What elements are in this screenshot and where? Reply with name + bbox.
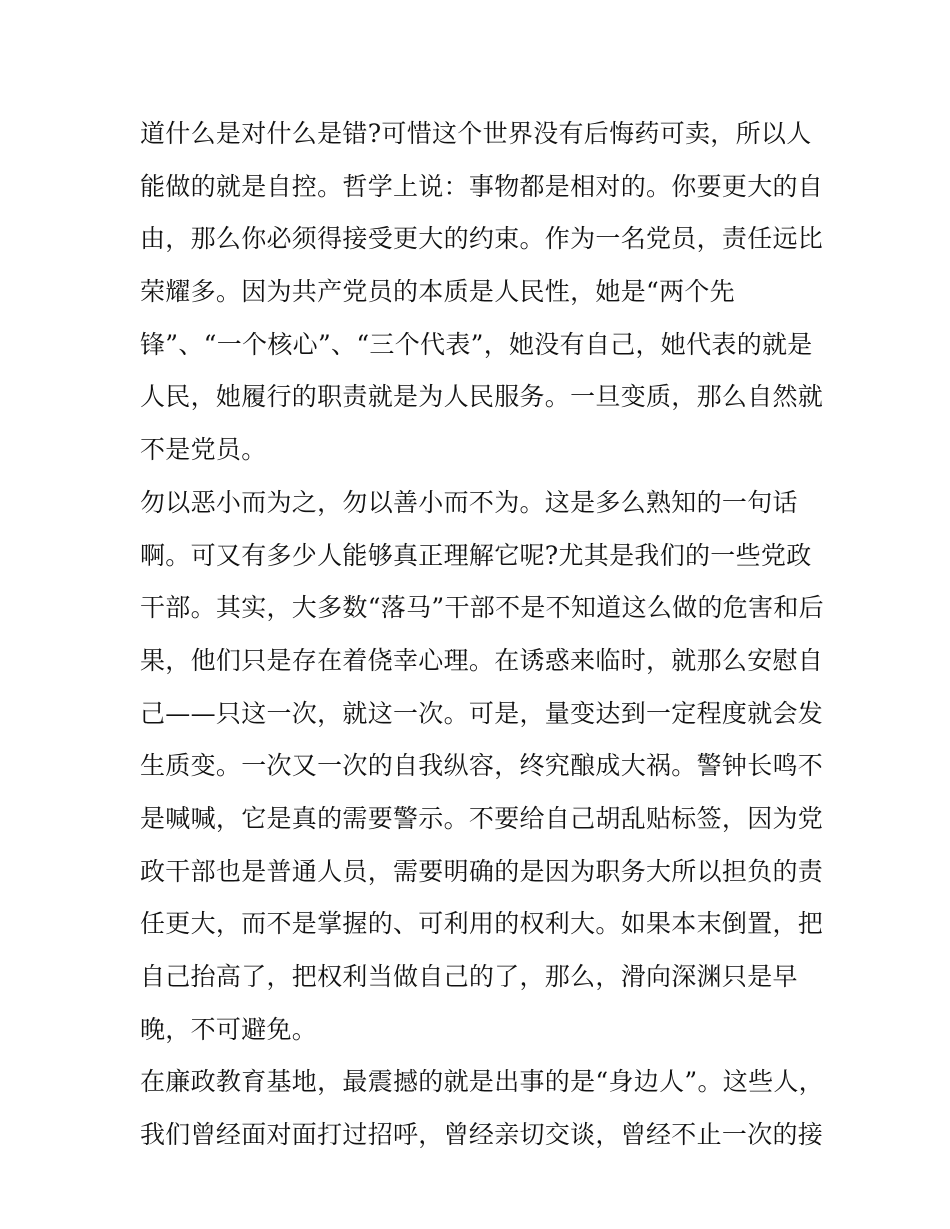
text-line: 政干部也是普通人员，需要明确的是因为职务大所以担负的责 bbox=[140, 856, 824, 886]
text-line: 荣耀多。因为共产党员的本质是人民性，她是“两个先 bbox=[140, 277, 735, 307]
body-text bbox=[140, 108, 830, 1162]
text-line: 锋”、“一个核心”、“三个代表”，她没有自己，她代表的就是 bbox=[140, 329, 813, 359]
text-line: 由，那么你必须得接受更大的约束。作为一名党员，责任远比 bbox=[140, 224, 824, 254]
text-line: 生质变。一次又一次的自我纵容，终究酿成大祸。警钟长鸣不 bbox=[140, 751, 824, 781]
text-line: 能做的就是自控。哲学上说：事物都是相对的。你要更大的自 bbox=[140, 171, 824, 201]
text-line: 果，他们只是存在着侥幸心理。在诱惑来临时，就那么安慰自 bbox=[140, 645, 824, 675]
text-line: 是喊喊，它是真的需要警示。不要给自己胡乱贴标签，因为党 bbox=[140, 803, 824, 833]
text-line: 晚，不可避免。 bbox=[140, 1014, 318, 1044]
text-line: 道什么是对什么是错?可惜这个世界没有后悔药可卖，所以人 bbox=[140, 119, 812, 148]
text-line: 干部。其实，大多数“落马”干部不是不知道这么做的危害和后 bbox=[140, 593, 824, 623]
text-line: 自己抬高了，把权利当做自己的了，那么，滑向深渊只是早 bbox=[140, 962, 798, 991]
text-line: 我们曾经面对面打过招呼，曾经亲切交谈，曾经不止一次的接 bbox=[140, 1120, 824, 1150]
text-line: 人民，她履行的职责就是为人民服务。一旦变质，那么自然就 bbox=[140, 382, 824, 412]
text-line: 不是党员。 bbox=[140, 435, 267, 465]
text-line: 勿以恶小而为之，勿以善小而不为。这是多么熟知的一句话 bbox=[140, 487, 798, 517]
text-line: 在廉政教育基地，最震撼的就是出事的是“身边人”。这些人， bbox=[140, 1067, 824, 1097]
text-line: 己——只这一次，就这一次。可是，量变达到一定程度就会发 bbox=[140, 698, 824, 728]
text-line: 啊。可又有多少人能够真正理解它呢?尤其是我们的一些党政 bbox=[140, 540, 812, 570]
text-line: 任更大，而不是掌握的、可利用的权利大。如果本末倒置，把 bbox=[140, 909, 824, 939]
